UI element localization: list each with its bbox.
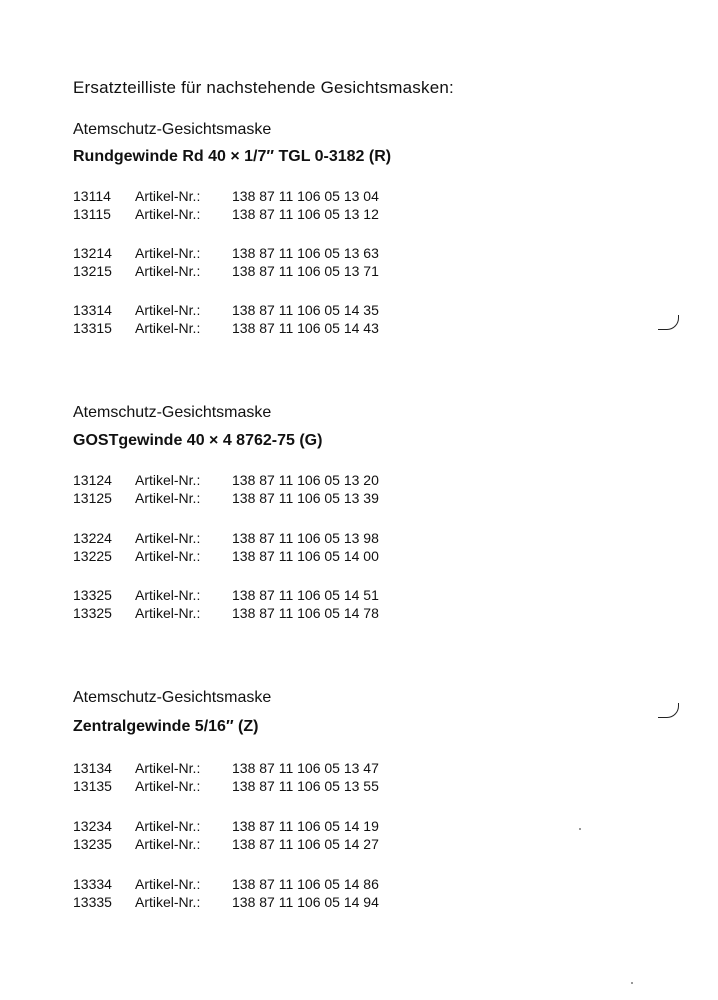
binder-hole-mark: [658, 315, 679, 330]
item-number: 13224: [73, 530, 112, 546]
section-subtitle: GOSTgewinde 40 × 4 8762-75 (G): [73, 432, 323, 449]
item-value: 138 87 11 106 05 13 55: [232, 778, 379, 794]
list-item: [73, 835, 379, 853]
list-item: [73, 893, 379, 911]
list-item: [73, 875, 379, 893]
item-number: 13225: [73, 548, 112, 564]
item-number: 13334: [73, 876, 112, 892]
list-item: [73, 759, 379, 777]
item-label: Artikel-Nr.:: [135, 530, 201, 546]
list-item: [73, 547, 379, 565]
item-number: 13115: [73, 206, 111, 222]
item-value: 138 87 11 106 05 14 94: [232, 894, 379, 910]
list-item: [73, 817, 379, 835]
item-label: Artikel-Nr.:: [135, 320, 201, 336]
item-number: 13215: [73, 263, 112, 279]
item-label: Artikel-Nr.:: [135, 302, 201, 318]
item-label: Artikel-Nr.:: [135, 188, 201, 204]
item-number: 13114: [73, 188, 111, 204]
item-number: 13135: [73, 778, 112, 794]
item-value: 138 87 11 106 05 14 51: [232, 587, 379, 603]
scan-speck: [579, 828, 581, 830]
item-number: 13235: [73, 836, 112, 852]
item-label: Artikel-Nr.:: [135, 760, 201, 776]
item-label: Artikel-Nr.:: [135, 894, 201, 910]
item-number: 13335: [73, 894, 112, 910]
item-label: Artikel-Nr.:: [135, 836, 201, 852]
item-number: 13325: [73, 605, 112, 621]
item-number: 13134: [73, 760, 112, 776]
item-value: 138 87 11 106 05 13 20: [232, 472, 379, 488]
item-number: 13325: [73, 587, 112, 603]
list-item: [73, 529, 379, 547]
section-title: Atemschutz-Gesichtsmaske: [73, 689, 272, 706]
section-title: Atemschutz-Gesichtsmaske: [73, 121, 272, 138]
list-item: [73, 471, 379, 489]
item-label: Artikel-Nr.:: [135, 206, 201, 222]
list-item: [73, 777, 379, 795]
scan-speck: [631, 982, 633, 984]
item-value: 138 87 11 106 05 13 47: [232, 760, 379, 776]
item-value: 138 87 11 106 05 14 00: [232, 548, 379, 564]
item-value: 138 87 11 106 05 13 12: [232, 206, 379, 222]
item-label: Artikel-Nr.:: [135, 587, 201, 603]
list-item: [73, 319, 379, 337]
section-title: Atemschutz-Gesichtsmaske: [73, 404, 272, 421]
item-value: 138 87 11 106 05 14 43: [232, 320, 379, 336]
list-item: [73, 244, 379, 262]
item-label: Artikel-Nr.:: [135, 778, 201, 794]
item-number: 13234: [73, 818, 112, 834]
item-value: 138 87 11 106 05 13 04: [232, 188, 379, 204]
item-number: 13124: [73, 472, 112, 488]
item-label: Artikel-Nr.:: [135, 818, 201, 834]
list-item: [73, 586, 379, 604]
item-number: 13315: [73, 320, 112, 336]
item-value: 138 87 11 106 05 13 98: [232, 530, 379, 546]
item-value: 138 87 11 106 05 14 35: [232, 302, 379, 318]
item-number: 13214: [73, 245, 112, 261]
binder-hole-mark: [658, 703, 679, 718]
item-number: 13314: [73, 302, 112, 318]
item-value: 138 87 11 106 05 14 19: [232, 818, 379, 834]
section-subtitle: Rundgewinde Rd 40 × 1/7″ TGL 0-3182 (R): [73, 148, 392, 165]
section-subtitle: Zentralgewinde 5/16″ (Z): [73, 718, 259, 735]
item-label: Artikel-Nr.:: [135, 876, 201, 892]
item-value: 138 87 11 106 05 14 27: [232, 836, 379, 852]
list-item: [73, 205, 379, 223]
list-item: [73, 604, 379, 622]
page-title: Ersatzteilliste für nachstehende Gesichtsmasken:: [73, 78, 454, 97]
item-label: Artikel-Nr.:: [135, 263, 201, 279]
item-label: Artikel-Nr.:: [135, 472, 201, 488]
item-label: Artikel-Nr.:: [135, 490, 201, 506]
item-value: 138 87 11 106 05 14 86: [232, 876, 379, 892]
list-item: [73, 301, 379, 319]
list-item: [73, 489, 379, 507]
list-item: [73, 187, 379, 205]
item-value: 138 87 11 106 05 13 63: [232, 245, 379, 261]
item-label: Artikel-Nr.:: [135, 548, 201, 564]
item-number: 13125: [73, 490, 112, 506]
item-value: 138 87 11 106 05 14 78: [232, 605, 379, 621]
item-label: Artikel-Nr.:: [135, 605, 201, 621]
list-item: [73, 262, 379, 280]
item-value: 138 87 11 106 05 13 71: [232, 263, 379, 279]
item-label: Artikel-Nr.:: [135, 245, 201, 261]
item-value: 138 87 11 106 05 13 39: [232, 490, 379, 506]
